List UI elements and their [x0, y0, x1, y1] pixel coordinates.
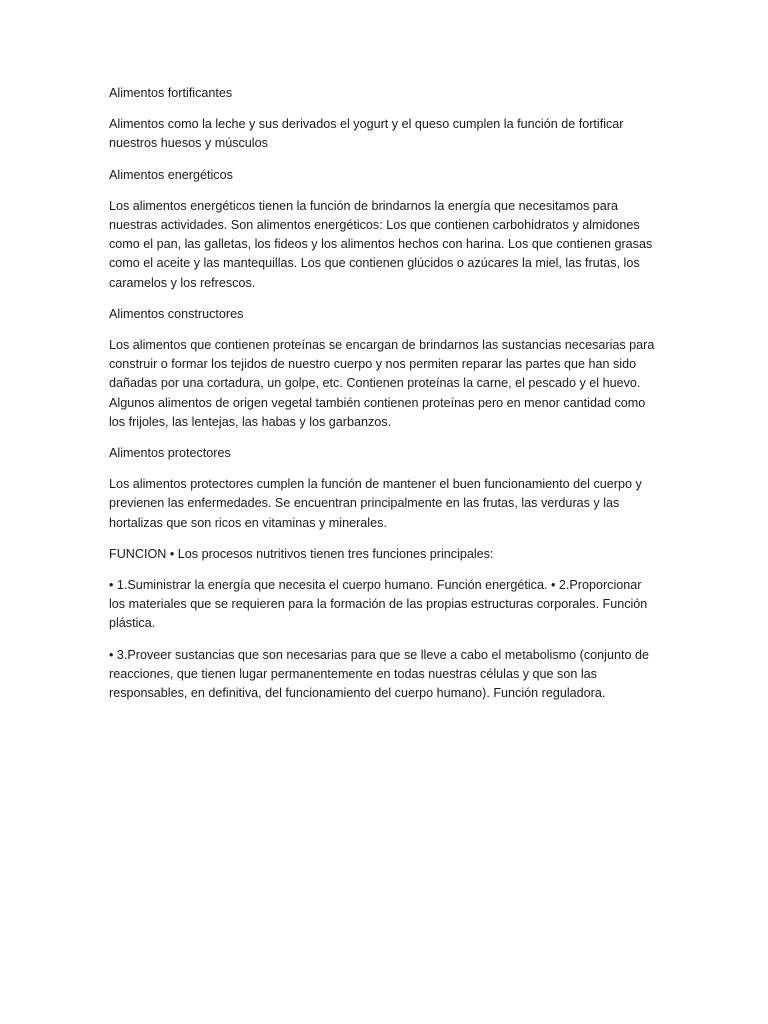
paragraph-constructores: Los alimentos que contienen proteínas se encargan de brindarnos las sustancias necesarias para construir o formar los tejidos de nuestro cuerpo y nos permiten reparar las partes que han sido dañadas por una cortadura, un golpe, etc. Contienen proteínas la carne, el pescado y el huevo. Algunos alimentos de origen vegetal también contienen proteínas pero en menor cantidad como los frijoles, las lentejas, las habas y los garbanzos. [109, 338, 655, 429]
paragraph-energeticos: Los alimentos energéticos tienen la función de brindarnos la energía que necesitamos para nuestras actividades. Son alimentos energéticos: Los que contienen carbohidratos y almidones como el pan, las galletas, los fideos y los alimentos hechos con harina. Los que contienen grasas como el aceite y las mantequillas. Los que contienen glúcidos o azúcares la miel, las frutas, los caramelos y los refrescos. [109, 198, 653, 290]
paragraph-funciones-1-2: • 1.Suministrar la energía que necesita el cuerpo humano. Función energética. • 2.Proporcionar los materiales que se requieren para la formación de las propias estructuras corporales. Función plástica. [109, 578, 648, 631]
paragraph-funcion-3: • 3.Proveer sustancias que son necesarias para que se lleve a cabo el metabolismo (conjunto de reacciones, que tienen lugar permanentemente en todas nuestras células y que son las responsables, en definitiva, del funcionamiento del cuerpo humano). Función reguladora. [109, 647, 649, 701]
heading-energeticos: Alimentos energéticos [109, 167, 233, 182]
paragraph-funcion: FUNCION • Los procesos nutritivos tienen tres funciones principales: [109, 546, 494, 561]
heading-fortificantes: Alimentos fortificantes [109, 86, 233, 100]
paragraph-protectores: Los alimentos protectores cumplen la función de mantener el buen funcionamiento del cuerpo y previenen las enfermedades. Se encuentran principalmente en las frutas, las verduras y las hortalizas que son ricos en vitaminas y minerales. [109, 477, 642, 530]
paragraph-fortificantes: Alimentos como la leche y sus derivados el yogurt y el queso cumplen la función de fortificar nuestros huesos y músculos [109, 117, 624, 151]
document-page [109, 84, 661, 715]
heading-constructores: Alimentos constructores [109, 306, 244, 321]
heading-protectores: Alimentos protectores [109, 446, 231, 461]
